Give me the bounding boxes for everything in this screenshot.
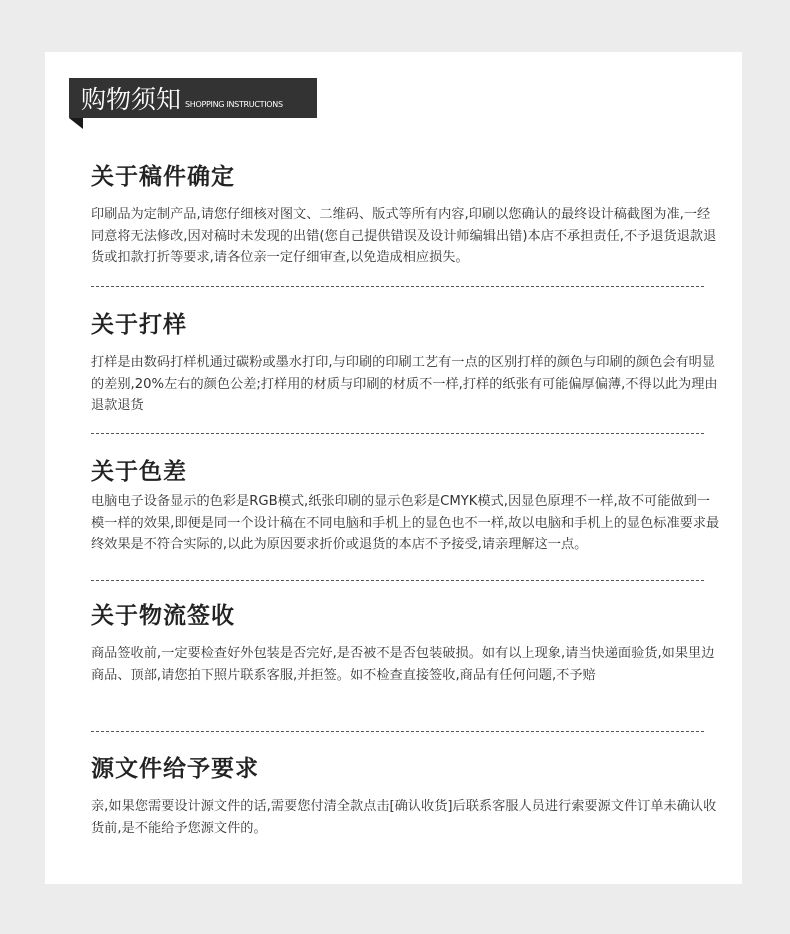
section-divider xyxy=(91,580,704,581)
section-divider xyxy=(91,286,704,287)
section-body: 电脑电子设备显示的色彩是RGB模式,纸张印刷的显示色彩是CMYK模式,因显色原理不一样,故不可能做到一模一样的效果,即便是同一个设计稿在不同电脑和手机上的显色也不一样,故以电脑和手机上的显色标准要求最终效果是不符合实际的,以此为原因要求折价或退货的本店不予接受,请亲理解这一点。 xyxy=(91,494,720,552)
instructions-card xyxy=(45,52,742,884)
section-source-files xyxy=(91,754,721,839)
banner-fold-decoration xyxy=(69,118,83,129)
section-body: 打样是由数码打样机通过碳粉或墨水打印,与印刷的印刷工艺有一点的区别打样的颜色与印刷的颜色会有明显的差别,20%左右的颜色公差;打样用的材质与印刷的材质不一样,打样的纸张有可能偏厚偏薄,不得以此为理由退款退货 xyxy=(91,355,718,413)
section-heading: 源文件给予要求 xyxy=(91,756,259,782)
section-heading: 关于色差 xyxy=(91,459,187,485)
shopping-instructions-banner xyxy=(69,78,317,118)
banner-title: 购物须知 xyxy=(81,85,182,114)
section-body: 印刷品为定制产品,请您仔细核对图文、二维码、版式等所有内容,印刷以您确认的最终设计稿截图为准,一经同意将无法修改,因对稿时未发现的出错(您自己提供错误及设计师编辑出错)本店不承担责任,不予退货退款退货或扣款打折等要求,请各位亲一定仔细审查,以免造成相应损失。 xyxy=(91,207,717,265)
section-heading: 关于稿件确定 xyxy=(91,164,235,190)
section-body: 亲,如果您需要设计源文件的话,需要您付清全款点击[确认收货]后联系客服人员进行索要源文件订单未确认收货前,是不能给予您源文件的。 xyxy=(91,799,717,836)
section-heading: 关于物流签收 xyxy=(91,603,235,629)
section-proofing xyxy=(91,310,721,417)
section-delivery-receipt xyxy=(91,601,721,686)
banner-subtitle: SHOPPING INSTRUCTIONS xyxy=(185,99,283,109)
section-artwork-confirmation xyxy=(91,162,721,269)
section-divider xyxy=(91,433,704,434)
section-body: 商品签收前,一定要检查好外包装是否完好,是否被不是否包装破损。如有以上现象,请当快递面验货,如果里边商品、顶部,请您拍下照片联系客服,并拒签。如不检查直接签收,商品有任何问题,不予赔 xyxy=(91,646,715,683)
section-divider xyxy=(91,731,704,732)
section-heading: 关于打样 xyxy=(91,312,187,338)
section-color-difference xyxy=(91,457,721,556)
